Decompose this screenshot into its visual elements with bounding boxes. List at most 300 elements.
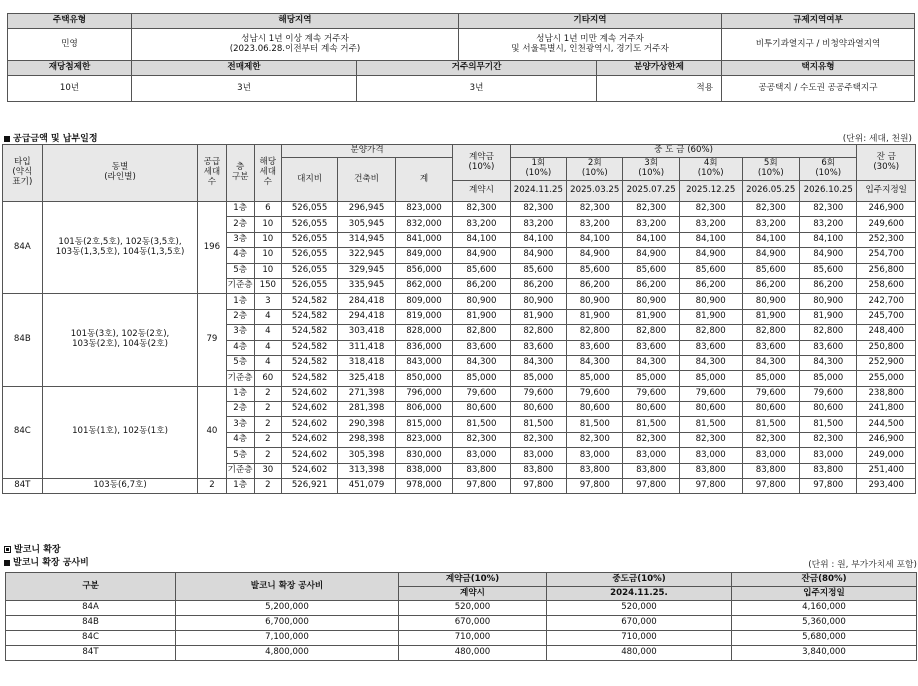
table-cell: 4,160,000 [732, 601, 917, 616]
table-cell: 524,582 [281, 294, 337, 309]
table-cell: 256,800 [857, 263, 916, 278]
table-cell: 83,600 [800, 340, 857, 355]
table-cell: 84,300 [800, 355, 857, 370]
table-cell: 81,900 [453, 309, 510, 324]
col-contract-header: 계약금 (10%) [453, 145, 510, 181]
table-cell: 83,200 [510, 217, 566, 232]
table-cell: 82,300 [510, 432, 566, 447]
table-row [6, 616, 917, 631]
table-cell: 85,600 [800, 263, 857, 278]
balcony-balance-header: 잔금(80%) [732, 573, 917, 587]
table-cell: 80,900 [800, 294, 857, 309]
table-cell: 2 [254, 417, 281, 432]
table-cell: 303,418 [338, 325, 395, 340]
table-cell: 83,600 [742, 340, 799, 355]
table-cell: 284,418 [338, 294, 395, 309]
table-cell: 84,300 [567, 355, 623, 370]
table-cell: 83,800 [453, 463, 510, 478]
table-cell: 480,000 [399, 646, 547, 661]
table-cell: 241,800 [857, 402, 916, 417]
table-cell: 85,600 [567, 263, 623, 278]
col-land-header: 대지비 [281, 158, 337, 202]
table-cell: 82,300 [742, 432, 799, 447]
table-cell: 84,300 [742, 355, 799, 370]
table-cell: 83,800 [679, 463, 742, 478]
table-cell: 97,800 [453, 479, 510, 494]
table-cell: 296,945 [338, 202, 395, 217]
table-cell: 1층 [226, 386, 254, 401]
group-type-cell: 84T [3, 479, 43, 494]
mid-installment-percent: (10%) [815, 168, 842, 178]
table-cell: 524,582 [281, 309, 337, 324]
info-header-cell: 규제지역여부 [722, 14, 915, 29]
table-cell: 84,900 [679, 248, 742, 263]
square-outline-bullet-icon [4, 546, 11, 553]
table-cell: 85,000 [742, 371, 799, 386]
table-cell: 242,700 [857, 294, 916, 309]
info-header-cell: 전매제한 [132, 61, 357, 76]
table-cell: 기준층 [226, 278, 254, 293]
table-cell: 281,398 [338, 402, 395, 417]
group-dong-cell: 103동(6,7호) [42, 479, 198, 494]
table-cell: 84,100 [567, 232, 623, 247]
table-cell: 82,300 [623, 432, 679, 447]
balcony-cost-header: 발코니 확장 공사비 [176, 573, 399, 601]
table-cell: 83,000 [800, 448, 857, 463]
col-dong-header: 동별 (라인별) [42, 145, 198, 202]
table-cell: 250,800 [857, 340, 916, 355]
table-cell: 823,000 [395, 432, 452, 447]
table-cell: 81,900 [742, 309, 799, 324]
col-total-header: 계 [395, 158, 452, 202]
balance-when-header: 입주지정일 [857, 181, 916, 202]
table-cell: 4 [254, 340, 281, 355]
table-cell: 526,055 [281, 278, 337, 293]
table-cell: 82,800 [453, 325, 510, 340]
table-cell: 4 [254, 309, 281, 324]
table-cell: 298,398 [338, 432, 395, 447]
table-cell: 2 [254, 479, 281, 494]
table-cell: 85,600 [742, 263, 799, 278]
table-cell: 97,800 [510, 479, 566, 494]
table-cell: 79,600 [623, 386, 679, 401]
table-cell: 524,602 [281, 386, 337, 401]
table-cell: 82,300 [453, 432, 510, 447]
table-cell: 84,100 [510, 232, 566, 247]
table-cell: 862,000 [395, 278, 452, 293]
resale-limit-value: 3년 [132, 76, 357, 102]
table-cell: 10 [254, 263, 281, 278]
mid-installment-number: 5회 [763, 158, 778, 169]
other-area-value [459, 29, 722, 61]
table-cell: 832,000 [395, 217, 452, 232]
table-cell: 80,900 [679, 294, 742, 309]
table-cell: 83,600 [510, 340, 566, 355]
mid-installment-header [623, 158, 679, 181]
table-cell: 83,000 [623, 448, 679, 463]
table-cell: 524,602 [281, 417, 337, 432]
table-cell: 255,000 [857, 371, 916, 386]
table-cell: 830,000 [395, 448, 452, 463]
mid-installment-date: 2026.10.25 [800, 181, 857, 202]
table-cell: 81,500 [623, 417, 679, 432]
land-type-value: 공공택지 / 수도권 공공주택지구 [722, 76, 915, 102]
table-cell: 5,680,000 [732, 631, 917, 646]
table-cell: 838,000 [395, 463, 452, 478]
group-dong-cell: 101동(3호), 102동(2호), 103동(2호), 104동(2호) [42, 294, 198, 386]
table-cell: 806,000 [395, 402, 452, 417]
table-cell: 10 [254, 217, 281, 232]
table-cell: 1층 [226, 294, 254, 309]
info-header-cell: 재당첨제한 [8, 61, 132, 76]
table-cell: 79,600 [742, 386, 799, 401]
table-cell: 86,200 [742, 278, 799, 293]
table-cell: 85,600 [679, 263, 742, 278]
table-cell: 81,900 [679, 309, 742, 324]
rewin-limit-value: 10년 [8, 76, 132, 102]
table-cell: 5층 [226, 355, 254, 370]
mid-installment-percent: (10%) [581, 168, 608, 178]
table-cell: 305,398 [338, 448, 395, 463]
group-dong-cell: 101동(1호), 102동(1호) [42, 386, 198, 478]
table-row [3, 294, 916, 309]
table-cell: 83,200 [623, 217, 679, 232]
table-cell: 252,900 [857, 355, 916, 370]
table-cell: 3층 [226, 325, 254, 340]
table-cell: 710,000 [547, 631, 732, 646]
supply-title-text: 공급금액 및 납부일정 [13, 134, 98, 144]
table-cell: 80,900 [510, 294, 566, 309]
table-cell: 850,000 [395, 371, 452, 386]
table-cell: 83,800 [567, 463, 623, 478]
table-cell: 82,300 [567, 202, 623, 217]
table-cell: 524,602 [281, 463, 337, 478]
table-cell: 710,000 [399, 631, 547, 646]
supply-table [2, 144, 916, 494]
table-cell: 524,582 [281, 325, 337, 340]
table-cell: 313,398 [338, 463, 395, 478]
table-cell: 524,602 [281, 432, 337, 447]
balcony-balance-when: 입주지정일 [732, 587, 917, 601]
table-cell: 82,300 [800, 202, 857, 217]
table-cell: 83,000 [453, 448, 510, 463]
table-cell: 249,000 [857, 448, 916, 463]
table-cell: 526,055 [281, 217, 337, 232]
local-area-line2: (2023.06.28.이전부터 계속 거주) [229, 43, 361, 54]
table-cell: 79,600 [567, 386, 623, 401]
table-cell: 85,000 [679, 371, 742, 386]
table-cell: 293,400 [857, 479, 916, 494]
info-header-cell: 분양가상한제 [597, 61, 722, 76]
col-build-header: 건축비 [338, 158, 395, 202]
table-cell: 85,000 [567, 371, 623, 386]
col-price-header: 분양가격 [281, 145, 452, 158]
table-cell: 271,398 [338, 386, 395, 401]
table-cell: 83,800 [800, 463, 857, 478]
group-units-cell: 79 [198, 294, 226, 386]
mid-installment-header [800, 158, 857, 181]
table-cell: 83,000 [510, 448, 566, 463]
info-header-cell: 주택유형 [8, 14, 132, 29]
housing-type-value: 민영 [8, 29, 132, 61]
table-cell: 85,600 [453, 263, 510, 278]
table-cell: 83,600 [623, 340, 679, 355]
table-row [3, 386, 916, 401]
table-cell: 526,921 [281, 479, 337, 494]
table-cell: 82,800 [623, 325, 679, 340]
group-type-cell: 84B [3, 294, 43, 386]
table-cell: 4층 [226, 248, 254, 263]
table-cell: 84,300 [679, 355, 742, 370]
mid-installment-date: 2025.03.25 [567, 181, 623, 202]
table-cell: 81,500 [567, 417, 623, 432]
table-cell: 2 [254, 386, 281, 401]
table-cell: 82,800 [679, 325, 742, 340]
table-cell: 1층 [226, 479, 254, 494]
mid-installment-date: 2024.11.25 [510, 181, 566, 202]
square-bullet-icon [4, 560, 10, 566]
col-type-header: 타입 (약식 표기) [3, 145, 43, 202]
table-cell: 254,700 [857, 248, 916, 263]
col-units-header: 공급 세대 수 [198, 145, 226, 202]
table-cell: 1층 [226, 202, 254, 217]
table-cell: 3층 [226, 232, 254, 247]
table-cell: 80,900 [453, 294, 510, 309]
table-cell: 84,300 [453, 355, 510, 370]
table-cell: 856,000 [395, 263, 452, 278]
mid-installment-header [567, 158, 623, 181]
table-cell: 849,000 [395, 248, 452, 263]
table-cell: 815,000 [395, 417, 452, 432]
mid-installment-date: 2026.05.25 [742, 181, 799, 202]
mid-installment-date: 2025.07.25 [623, 181, 679, 202]
table-cell: 249,600 [857, 217, 916, 232]
table-cell: 245,700 [857, 309, 916, 324]
table-cell: 97,800 [679, 479, 742, 494]
table-cell: 86,200 [679, 278, 742, 293]
table-cell: 84B [6, 616, 176, 631]
table-cell: 836,000 [395, 340, 452, 355]
table-cell: 82,300 [679, 202, 742, 217]
table-cell: 6 [254, 202, 281, 217]
info-header-cell: 거주의무기간 [357, 61, 597, 76]
table-row [6, 631, 917, 646]
table-cell: 82,800 [567, 325, 623, 340]
table-cell: 82,300 [567, 432, 623, 447]
table-cell: 97,800 [742, 479, 799, 494]
table-cell: 82,300 [800, 432, 857, 447]
table-cell: 796,000 [395, 386, 452, 401]
table-cell: 79,600 [510, 386, 566, 401]
table-cell: 251,400 [857, 463, 916, 478]
table-cell: 85,000 [510, 371, 566, 386]
group-units-cell: 196 [198, 202, 226, 294]
table-cell: 823,000 [395, 202, 452, 217]
residence-duty-value: 3년 [357, 76, 597, 102]
info-header-cell: 기타지역 [459, 14, 722, 29]
table-cell: 524,582 [281, 340, 337, 355]
table-cell: 79,600 [800, 386, 857, 401]
table-cell: 526,055 [281, 202, 337, 217]
local-area-value [132, 29, 459, 61]
table-cell: 2층 [226, 217, 254, 232]
mid-installment-header [742, 158, 799, 181]
table-cell: 5층 [226, 448, 254, 463]
balcony-table [5, 572, 917, 661]
table-cell: 83,200 [742, 217, 799, 232]
table-cell: 60 [254, 371, 281, 386]
table-cell: 80,600 [567, 402, 623, 417]
mid-installment-percent: (10%) [757, 168, 784, 178]
table-cell: 2층 [226, 309, 254, 324]
table-cell: 84,100 [800, 232, 857, 247]
table-cell: 81,900 [510, 309, 566, 324]
table-cell: 3 [254, 294, 281, 309]
table-cell: 86,200 [453, 278, 510, 293]
col-mid-header: 중 도 금 (60%) [510, 145, 857, 158]
table-cell: 85,000 [623, 371, 679, 386]
table-cell: 670,000 [547, 616, 732, 631]
table-cell: 4층 [226, 340, 254, 355]
col-balance-header: 잔 금 (30%) [857, 145, 916, 181]
table-cell: 84A [6, 601, 176, 616]
table-cell: 85,000 [453, 371, 510, 386]
table-cell: 7,100,000 [176, 631, 399, 646]
table-cell: 526,055 [281, 263, 337, 278]
group-units-cell: 40 [198, 386, 226, 478]
balcony-cost-section-title [4, 555, 89, 568]
table-cell: 84,100 [742, 232, 799, 247]
price-cap-value: 적용 [597, 76, 722, 102]
balcony-cost-title-text: 발코니 확장 공사비 [13, 558, 89, 568]
col-floor-units-header: 해당 세대 수 [254, 145, 281, 202]
table-cell: 85,600 [510, 263, 566, 278]
table-cell: 83,600 [453, 340, 510, 355]
table-row [3, 479, 916, 494]
table-cell: 80,600 [742, 402, 799, 417]
table-cell: 81,900 [623, 309, 679, 324]
table-cell: 248,400 [857, 325, 916, 340]
other-area-line1: 성남시 1년 미만 계속 거주자 [536, 33, 644, 44]
table-cell: 84,100 [679, 232, 742, 247]
table-cell: 82,300 [453, 202, 510, 217]
mid-installment-header [679, 158, 742, 181]
table-cell: 81,500 [453, 417, 510, 432]
info-header-cell: 해당지역 [132, 14, 459, 29]
table-cell: 80,900 [623, 294, 679, 309]
table-cell: 828,000 [395, 325, 452, 340]
mid-installment-number: 2회 [587, 158, 602, 169]
table-cell: 83,600 [567, 340, 623, 355]
info-header-cell: 택지유형 [722, 61, 915, 76]
table-cell: 5층 [226, 263, 254, 278]
table-cell: 524,582 [281, 355, 337, 370]
table-cell: 83,000 [742, 448, 799, 463]
table-cell: 84C [6, 631, 176, 646]
table-cell: 30 [254, 463, 281, 478]
other-area-line2: 및 서울특별시, 인천광역시, 경기도 거주자 [511, 43, 669, 54]
table-cell: 84,900 [453, 248, 510, 263]
mid-installment-number: 1회 [531, 158, 546, 169]
table-cell: 86,200 [510, 278, 566, 293]
table-cell: 79,600 [453, 386, 510, 401]
table-cell: 5,360,000 [732, 616, 917, 631]
table-cell: 2 [254, 432, 281, 447]
table-cell: 84,300 [510, 355, 566, 370]
table-cell: 524,602 [281, 448, 337, 463]
table-cell: 80,600 [800, 402, 857, 417]
table-cell: 4층 [226, 432, 254, 447]
table-cell: 841,000 [395, 232, 452, 247]
table-cell: 290,398 [338, 417, 395, 432]
table-cell: 81,500 [679, 417, 742, 432]
table-row [6, 646, 917, 661]
table-cell: 480,000 [547, 646, 732, 661]
table-cell: 79,600 [679, 386, 742, 401]
table-cell: 81,900 [800, 309, 857, 324]
table-cell: 82,800 [800, 325, 857, 340]
table-cell: 기준층 [226, 371, 254, 386]
table-cell: 80,900 [742, 294, 799, 309]
table-cell: 84T [6, 646, 176, 661]
table-cell: 809,000 [395, 294, 452, 309]
table-cell: 80,600 [453, 402, 510, 417]
table-cell: 84,900 [800, 248, 857, 263]
supply-section-title [4, 131, 98, 144]
table-cell: 524,582 [281, 371, 337, 386]
table-cell: 670,000 [399, 616, 547, 631]
table-cell: 82,300 [679, 432, 742, 447]
table-cell: 4 [254, 355, 281, 370]
table-cell: 819,000 [395, 309, 452, 324]
table-cell: 84,100 [623, 232, 679, 247]
table-cell: 81,900 [567, 309, 623, 324]
mid-installment-number: 6회 [821, 158, 836, 169]
table-cell: 258,600 [857, 278, 916, 293]
table-cell: 82,300 [510, 202, 566, 217]
table-cell: 524,602 [281, 402, 337, 417]
table-cell: 238,800 [857, 386, 916, 401]
table-cell: 329,945 [338, 263, 395, 278]
table-cell: 80,900 [567, 294, 623, 309]
table-cell: 520,000 [547, 601, 732, 616]
balcony-contract-header: 계약금(10%) [399, 573, 547, 587]
table-cell: 84,900 [567, 248, 623, 263]
col-floor-header: 층 구분 [226, 145, 254, 202]
mid-installment-date: 2025.12.25 [679, 181, 742, 202]
table-cell: 83,800 [623, 463, 679, 478]
table-cell: 451,079 [338, 479, 395, 494]
table-cell: 80,600 [510, 402, 566, 417]
group-type-cell: 84A [3, 202, 43, 294]
table-cell: 기준층 [226, 463, 254, 478]
table-cell: 84,300 [623, 355, 679, 370]
table-cell: 5,200,000 [176, 601, 399, 616]
table-cell: 97,800 [567, 479, 623, 494]
table-cell: 80,600 [623, 402, 679, 417]
table-cell: 4,800,000 [176, 646, 399, 661]
table-cell: 97,800 [623, 479, 679, 494]
table-cell: 3,840,000 [732, 646, 917, 661]
table-cell: 526,055 [281, 248, 337, 263]
table-cell: 83,200 [567, 217, 623, 232]
square-bullet-icon [4, 136, 10, 142]
table-cell: 318,418 [338, 355, 395, 370]
table-cell: 246,900 [857, 432, 916, 447]
regulation-value: 비투기과열지구 / 비청약과열지역 [722, 29, 915, 61]
table-cell: 97,800 [800, 479, 857, 494]
table-cell: 2층 [226, 402, 254, 417]
